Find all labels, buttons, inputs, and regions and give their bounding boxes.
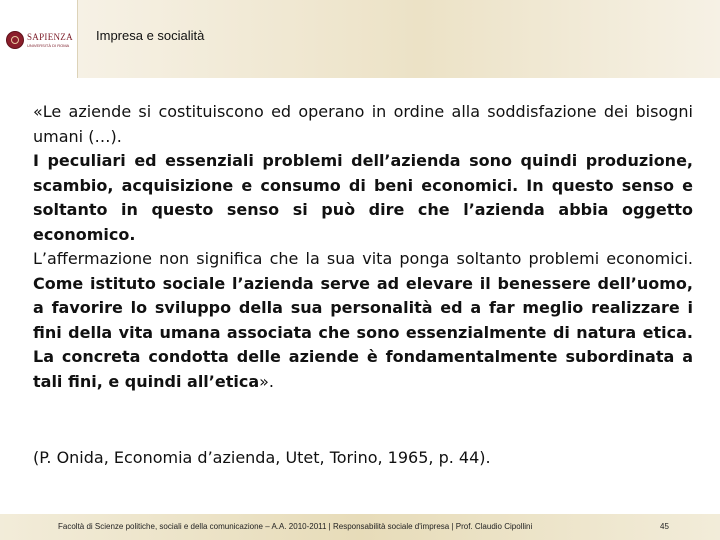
- quote-paragraph-3: [33, 247, 693, 394]
- quote-text-3: L’affermazione non significa che la sua vita ponga soltanto problemi economici.: [33, 249, 693, 268]
- page-number: 45: [660, 522, 669, 531]
- quote-text-2-bold: I peculiari ed essenziali problemi dell’azienda sono quindi produzione, scambio, acquisizione e consumo di beni economici. In questo senso e soltanto in questo senso si può dire che l’azienda abbia oggetto economico.: [33, 151, 693, 244]
- quote-text-1: «Le aziende si costituiscono ed operano in ordine alla soddisfazione dei bisogni umani (…).: [33, 102, 693, 146]
- citation: (P. Onida, Economia d’azienda, Utet, Torino, 1965, p. 44).: [33, 448, 491, 467]
- university-logo: [0, 0, 78, 78]
- logo-subtitle: UNIVERSITÀ DI ROMA: [27, 43, 70, 48]
- quote-text-3-end: ».: [259, 371, 274, 391]
- logo-wordmark: SAPIENZA: [27, 32, 73, 42]
- slide-title: Impresa e socialità: [96, 28, 205, 43]
- quote-text-3-bold: Come istituto sociale l’azienda serve ad elevare il benessere dell’uomo, a favorire lo sviluppo della sua personalità ed a far meglio realizzare i fini della vita umana associata che sono essenzialmente di natura etica. La concreta condotta delle aziende è fondamentalmente subordinata a tali fini, e quindi all’etica: [33, 273, 693, 391]
- quote-paragraph-1: [33, 100, 693, 149]
- quote-body: [33, 100, 693, 394]
- footer-text: Facoltà di Scienze politiche, sociali e della comunicazione – A.A. 2010-2011 | Responsabilità sociale d'impresa | Prof. Claudio Cipollini: [58, 522, 533, 531]
- quote-paragraph-2: [33, 149, 693, 247]
- university-seal-icon: [6, 31, 24, 49]
